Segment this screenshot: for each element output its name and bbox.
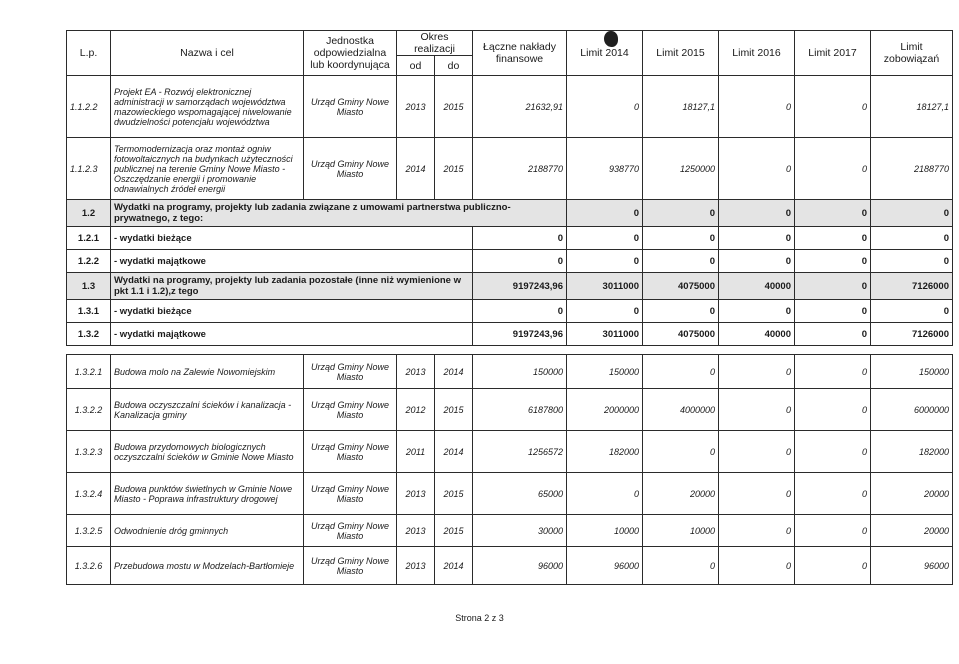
row-limit-2016: 0 (719, 355, 795, 389)
row-from: 2014 (397, 138, 435, 200)
summary-name: - wydatki majątkowe (111, 250, 473, 273)
row-to: 2014 (435, 355, 473, 389)
row-limit-2016: 0 (719, 547, 795, 585)
row-unit: Urząd Gminy Nowe Miasto (304, 515, 397, 547)
row-limit-2016: 0 (719, 431, 795, 473)
row-limit-2017: 0 (795, 76, 871, 138)
col-period-to: do (435, 56, 473, 76)
row-limit-2016: 0 (719, 389, 795, 431)
row-unit: Urząd Gminy Nowe Miasto (304, 547, 397, 585)
row-limit-2014: 10000 (567, 515, 643, 547)
row-total: 65000 (473, 473, 567, 515)
row-limit-2014: 0 (567, 76, 643, 138)
page-footer: Strona 2 z 3 (455, 613, 504, 623)
row-limit-2016: 0 (719, 515, 795, 547)
summary-limit-2014: 0 (567, 300, 643, 323)
summary-limit-2016: 0 (719, 300, 795, 323)
summary-lp: 1.2.1 (67, 227, 111, 250)
scan-ink-blot (604, 31, 618, 47)
row-total: 1256572 (473, 431, 567, 473)
col-total: Łączne nakłady finansowe (473, 31, 567, 76)
col-limit-2016: Limit 2016 (719, 31, 795, 76)
summary-limit-liabilities: 7126000 (871, 323, 953, 346)
summary-limit-2016: 0 (719, 200, 795, 227)
summary-limit-liabilities: 0 (871, 227, 953, 250)
row-total: 150000 (473, 355, 567, 389)
row-limit-liabilities: 96000 (871, 547, 953, 585)
row-name: Budowa molo na Zalewie Nowomiejskim (111, 355, 304, 389)
summary-limit-liabilities: 0 (871, 250, 953, 273)
summary-limit-2015: 0 (643, 200, 719, 227)
summary-limit-liabilities: 0 (871, 300, 953, 323)
wpf-table (66, 30, 953, 585)
spacer-row (67, 346, 953, 355)
summary-limit-2017: 0 (795, 250, 871, 273)
summary-limit-2014: 0 (567, 200, 643, 227)
table-row (67, 389, 953, 431)
row-unit: Urząd Gminy Nowe Miasto (304, 138, 397, 200)
row-limit-2016: 0 (719, 473, 795, 515)
row-limit-2017: 0 (795, 389, 871, 431)
summary-row-1-2 (67, 200, 953, 227)
summary-name: Wydatki na programy, projekty lub zadania pozostałe (inne niż wymienione w pkt 1.1 i 1.2),z tego (111, 273, 473, 300)
summary-limit-2015: 4075000 (643, 273, 719, 300)
row-lp: 1.3.2.5 (67, 515, 111, 547)
summary-total: 9197243,96 (473, 273, 567, 300)
col-name: Nazwa i cel (111, 31, 304, 76)
summary-limit-2017: 0 (795, 200, 871, 227)
summary-lp: 1.3.2 (67, 323, 111, 346)
summary-limit-2015: 0 (643, 300, 719, 323)
summary-row-1-3 (67, 273, 953, 300)
row-lp: 1.3.2.6 (67, 547, 111, 585)
row-limit-2014: 96000 (567, 547, 643, 585)
summary-row-1-2-1 (67, 227, 953, 250)
row-lp: 1.1.2.2 (67, 76, 111, 138)
row-limit-liabilities: 18127,1 (871, 76, 953, 138)
row-name: Budowa punktów świetlnych w Gminie Nowe Miasto - Poprawa infrastruktury drogowej (111, 473, 304, 515)
row-name: Budowa przydomowych biologicznych oczyszczalni ścieków w Gminie Nowe Miasto (111, 431, 304, 473)
row-limit-2017: 0 (795, 431, 871, 473)
row-limit-2014: 0 (567, 473, 643, 515)
summary-name: - wydatki bieżące (111, 227, 473, 250)
summary-name-text: Wydatki na programy, projekty lub zadania związane z umowami partnerstwa publiczno-prywatnego, z tego: (114, 202, 511, 224)
spacer-cell (67, 346, 953, 355)
row-to: 2015 (435, 389, 473, 431)
col-unit: Jednostka odpowiedzialna lub koordynująca (304, 31, 397, 76)
summary-limit-liabilities: 0 (871, 200, 953, 227)
row-limit-2017: 0 (795, 547, 871, 585)
summary-row-1-2-2 (67, 250, 953, 273)
row-limit-2014: 938770 (567, 138, 643, 200)
row-lp: 1.3.2.2 (67, 389, 111, 431)
header-row (67, 31, 953, 56)
row-from: 2013 (397, 355, 435, 389)
row-limit-liabilities: 6000000 (871, 389, 953, 431)
row-to: 2015 (435, 515, 473, 547)
row-to: 2015 (435, 76, 473, 138)
row-limit-2015: 20000 (643, 473, 719, 515)
summary-row-1-3-1 (67, 300, 953, 323)
row-limit-2015: 4000000 (643, 389, 719, 431)
table-row (67, 138, 953, 200)
summary-name: - wydatki majątkowe (111, 323, 473, 346)
row-to: 2014 (435, 547, 473, 585)
summary-row-1-3-2 (67, 323, 953, 346)
row-limit-2017: 0 (795, 355, 871, 389)
row-total: 21632,91 (473, 76, 567, 138)
row-unit: Urząd Gminy Nowe Miasto (304, 431, 397, 473)
table-row (67, 76, 953, 138)
row-limit-liabilities: 182000 (871, 431, 953, 473)
table-row (67, 473, 953, 515)
row-total: 6187800 (473, 389, 567, 431)
summary-name (111, 200, 567, 227)
row-limit-2015: 18127,1 (643, 76, 719, 138)
row-lp: 1.3.2.4 (67, 473, 111, 515)
summary-limit-2016: 40000 (719, 273, 795, 300)
row-limit-2015: 0 (643, 431, 719, 473)
row-limit-2014: 150000 (567, 355, 643, 389)
summary-limit-2017: 0 (795, 227, 871, 250)
row-unit: Urząd Gminy Nowe Miasto (304, 389, 397, 431)
row-limit-liabilities: 20000 (871, 515, 953, 547)
summary-lp: 1.3.1 (67, 300, 111, 323)
row-limit-2014: 182000 (567, 431, 643, 473)
row-from: 2013 (397, 473, 435, 515)
row-to: 2014 (435, 431, 473, 473)
summary-limit-2014: 0 (567, 250, 643, 273)
summary-lp: 1.2 (67, 200, 111, 227)
row-limit-2017: 0 (795, 473, 871, 515)
row-total: 96000 (473, 547, 567, 585)
summary-limit-2017: 0 (795, 323, 871, 346)
row-limit-2016: 0 (719, 76, 795, 138)
row-limit-2016: 0 (719, 138, 795, 200)
row-limit-2017: 0 (795, 138, 871, 200)
row-limit-liabilities: 20000 (871, 473, 953, 515)
summary-total: 0 (473, 227, 567, 250)
summary-limit-2017: 0 (795, 300, 871, 323)
col-period: Okres realizacji (397, 31, 473, 56)
row-limit-2017: 0 (795, 515, 871, 547)
row-unit: Urząd Gminy Nowe Miasto (304, 355, 397, 389)
col-limit-2015: Limit 2015 (643, 31, 719, 76)
row-limit-2015: 0 (643, 355, 719, 389)
row-from: 2013 (397, 515, 435, 547)
row-limit-liabilities: 2188770 (871, 138, 953, 200)
row-limit-2015: 1250000 (643, 138, 719, 200)
row-lp: 1.1.2.3 (67, 138, 111, 200)
table-row (67, 515, 953, 547)
summary-total: 0 (473, 250, 567, 273)
summary-limit-2015: 0 (643, 227, 719, 250)
summary-name: - wydatki bieżące (111, 300, 473, 323)
row-unit: Urząd Gminy Nowe Miasto (304, 76, 397, 138)
row-from: 2013 (397, 76, 435, 138)
col-limit-2014: Limit 2014 (567, 31, 643, 76)
row-from: 2011 (397, 431, 435, 473)
summary-total: 0 (473, 300, 567, 323)
summary-lp: 1.2.2 (67, 250, 111, 273)
summary-limit-2017: 0 (795, 273, 871, 300)
summary-total: 9197243,96 (473, 323, 567, 346)
row-limit-liabilities: 150000 (871, 355, 953, 389)
row-lp: 1.3.2.1 (67, 355, 111, 389)
table-row (67, 431, 953, 473)
row-to: 2015 (435, 473, 473, 515)
summary-limit-2016: 0 (719, 227, 795, 250)
row-to: 2015 (435, 138, 473, 200)
col-lp: L.p. (67, 31, 111, 76)
row-name: Budowa oczyszczalni ścieków i kanalizacja - Kanalizacja gminy (111, 389, 304, 431)
financial-plan-sheet (66, 30, 949, 585)
row-unit: Urząd Gminy Nowe Miasto (304, 473, 397, 515)
summary-limit-2014: 0 (567, 227, 643, 250)
table-row (67, 547, 953, 585)
summary-limit-2016: 40000 (719, 323, 795, 346)
row-from: 2013 (397, 547, 435, 585)
summary-limit-2014: 3011000 (567, 323, 643, 346)
row-total: 2188770 (473, 138, 567, 200)
row-name: Odwodnienie dróg gminnych (111, 515, 304, 547)
summary-limit-2016: 0 (719, 250, 795, 273)
row-name: Termomodernizacja oraz montaż ogniw fotowoltaicznych na budynkach użyteczności publicznej na terenie Gminy Nowe Miasto - Oszczędzanie energii i promowanie odnawialnych źródeł energii (111, 138, 304, 200)
row-name: Projekt EA - Rozwój elektronicznej administracji w samorządach województwa mazowieckiego wspomagającej niwelowanie dwudzielności potencjału województwa (111, 76, 304, 138)
row-total: 30000 (473, 515, 567, 547)
summary-limit-liabilities: 7126000 (871, 273, 953, 300)
row-from: 2012 (397, 389, 435, 431)
col-limit-2017: Limit 2017 (795, 31, 871, 76)
row-name: Przebudowa mostu w Modzelach-Bartłomieje (111, 547, 304, 585)
row-lp: 1.3.2.3 (67, 431, 111, 473)
row-limit-2014: 2000000 (567, 389, 643, 431)
row-limit-2015: 0 (643, 547, 719, 585)
col-period-from: od (397, 56, 435, 76)
summary-lp: 1.3 (67, 273, 111, 300)
row-limit-2015: 10000 (643, 515, 719, 547)
col-limit-liabilities: Limit zobowiązań (871, 31, 953, 76)
summary-limit-2014: 3011000 (567, 273, 643, 300)
summary-limit-2015: 4075000 (643, 323, 719, 346)
summary-limit-2015: 0 (643, 250, 719, 273)
table-row (67, 355, 953, 389)
